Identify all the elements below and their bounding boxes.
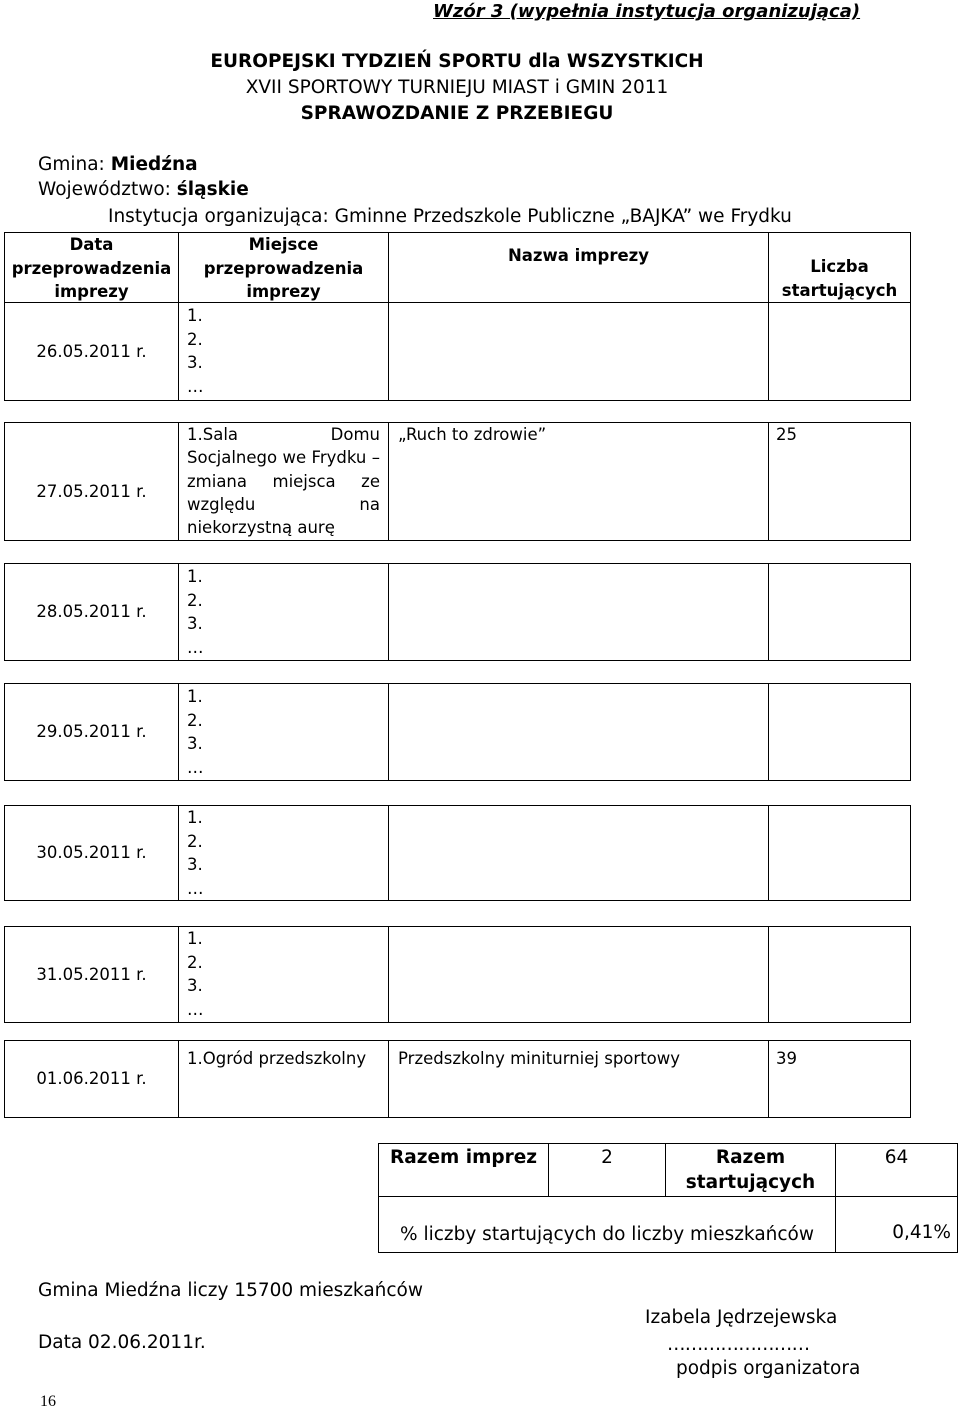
population-note: Gmina Miedźna liczy 15700 mieszkańców [38, 1280, 424, 1301]
voivodeship-value: śląskie [176, 179, 249, 200]
event-date-cell [5, 423, 179, 541]
event-place-cell: 1.Sala Domu Socjalnego we Frydku –zmiana miejsca ze względu na niekorzystną aurę [179, 423, 389, 541]
event-name-cell [389, 684, 769, 781]
place-item: 2. [187, 329, 203, 349]
place-item: 2. [187, 710, 203, 730]
place-item: 3. [187, 614, 203, 634]
participation-ratio-label-text: % liczby startujących do liczby mieszkańców [399, 1224, 815, 1245]
place-item: … [187, 878, 204, 898]
event-place-cell [179, 684, 389, 781]
event-date: 31.05.2011 r. [36, 964, 147, 984]
place-item: 3. [187, 976, 203, 996]
gmina-label: Gmina: [38, 154, 105, 175]
event-place-cell [179, 303, 389, 401]
event-name-cell [389, 927, 769, 1023]
place-item: 1. [187, 808, 203, 827]
report-title: SPRAWOZDANIE Z PRZEBIEGU [300, 103, 614, 124]
report-date: Data 02.06.2011r. [38, 1332, 206, 1353]
place-item: 1. [187, 929, 203, 948]
participation-ratio-label [379, 1197, 836, 1253]
signature-line: …………………… [667, 1334, 810, 1355]
header-date: Data przeprowadzenia imprezy [5, 233, 179, 303]
event-place-cell [179, 806, 389, 901]
place-item: 2. [187, 590, 203, 610]
events-table-block [4, 232, 911, 401]
event-name-cell [389, 806, 769, 901]
event-date-cell [5, 564, 179, 661]
event-name-cell [389, 564, 769, 661]
event-date-cell [5, 806, 179, 901]
total-events-value: 2 [549, 1144, 666, 1197]
place-item: 2. [187, 831, 203, 851]
place-item: 3. [187, 734, 203, 754]
total-participants-label: Razem startujących [666, 1144, 836, 1197]
form-label: Wzór 3 (wypełnia instytucja organizująca) [433, 1, 861, 22]
event-date: 30.05.2011 r. [36, 843, 147, 863]
place-item: … [187, 999, 204, 1019]
participants-cell: 25 [769, 423, 911, 541]
voivodeship-line [38, 177, 249, 203]
place-item: 1. [187, 306, 203, 325]
place-item: 3. [187, 353, 203, 373]
page-number: 16 [40, 1393, 56, 1410]
place-item: … [187, 757, 204, 777]
header-participants: Liczba startujących [769, 233, 911, 303]
event-date-cell [5, 684, 179, 781]
event-date: 28.05.2011 r. [36, 602, 147, 622]
subtitle: XVII SPORTOWY TURNIEJU MIAST i GMIN 2011 [245, 77, 669, 98]
participants-cell [769, 927, 911, 1023]
participants-cell [769, 564, 911, 661]
place-item: 1.Ogród przedszkolny [187, 1049, 367, 1068]
event-place-cell [179, 1041, 389, 1118]
title-block [0, 49, 914, 127]
event-date-cell [5, 1041, 179, 1118]
gmina-line [38, 152, 198, 178]
participants-cell: 39 [769, 1041, 911, 1118]
main-title: EUROPEJSKI TYDZIEŃ SPORTU dla WSZYSTKICH [210, 51, 704, 72]
place-item: 1. [187, 687, 203, 706]
event-name-cell: „Ruch to zdrowie” [389, 423, 769, 541]
event-name-cell: Przedszkolny miniturniej sportowy [389, 1041, 769, 1118]
place-item: 1. [187, 567, 203, 586]
participation-ratio-value [836, 1197, 958, 1253]
total-participants-value: 64 [836, 1144, 958, 1197]
event-date-cell [5, 927, 179, 1023]
event-name-cell [389, 303, 769, 401]
signer-name: Izabela Jędrzejewska [645, 1307, 838, 1328]
event-date: 01.06.2011 r. [36, 1069, 147, 1089]
event-place-cell [179, 927, 389, 1023]
summary-table [378, 1143, 958, 1253]
participants-cell [769, 303, 911, 401]
place-item: … [187, 637, 204, 657]
events-table-block [4, 805, 911, 901]
institution-line [108, 204, 792, 230]
place-item: 2. [187, 952, 203, 972]
event-date-cell [5, 303, 179, 401]
institution-label: Instytucja organizująca: [108, 206, 329, 227]
participants-cell [769, 684, 911, 781]
events-table-block [4, 683, 911, 781]
place-item: … [187, 376, 204, 396]
participation-ratio-value-text: 0,41% [892, 1222, 951, 1243]
institution-value: Gminne Przedszkole Publiczne „BAJKA” we Frydku [334, 206, 792, 227]
events-table-block [4, 926, 911, 1023]
event-place-cell [179, 564, 389, 661]
voivodeship-label: Województwo: [38, 179, 171, 200]
participants-cell [769, 806, 911, 901]
signature-caption: podpis organizatora [676, 1358, 861, 1379]
events-table-block [4, 422, 911, 541]
gmina-value: Miedźna [110, 154, 198, 175]
event-date: 29.05.2011 r. [36, 722, 147, 742]
events-table-block [4, 563, 911, 661]
header-event-name: Nazwa imprezy [389, 233, 769, 303]
event-date: 27.05.2011 r. [36, 481, 147, 501]
total-events-label: Razem imprez [379, 1144, 549, 1197]
event-date: 26.05.2011 r. [36, 341, 147, 361]
header-place: Miejsce przeprowadzenia imprezy [179, 233, 389, 303]
events-table-block [4, 1040, 911, 1118]
place-item: 3. [187, 855, 203, 875]
